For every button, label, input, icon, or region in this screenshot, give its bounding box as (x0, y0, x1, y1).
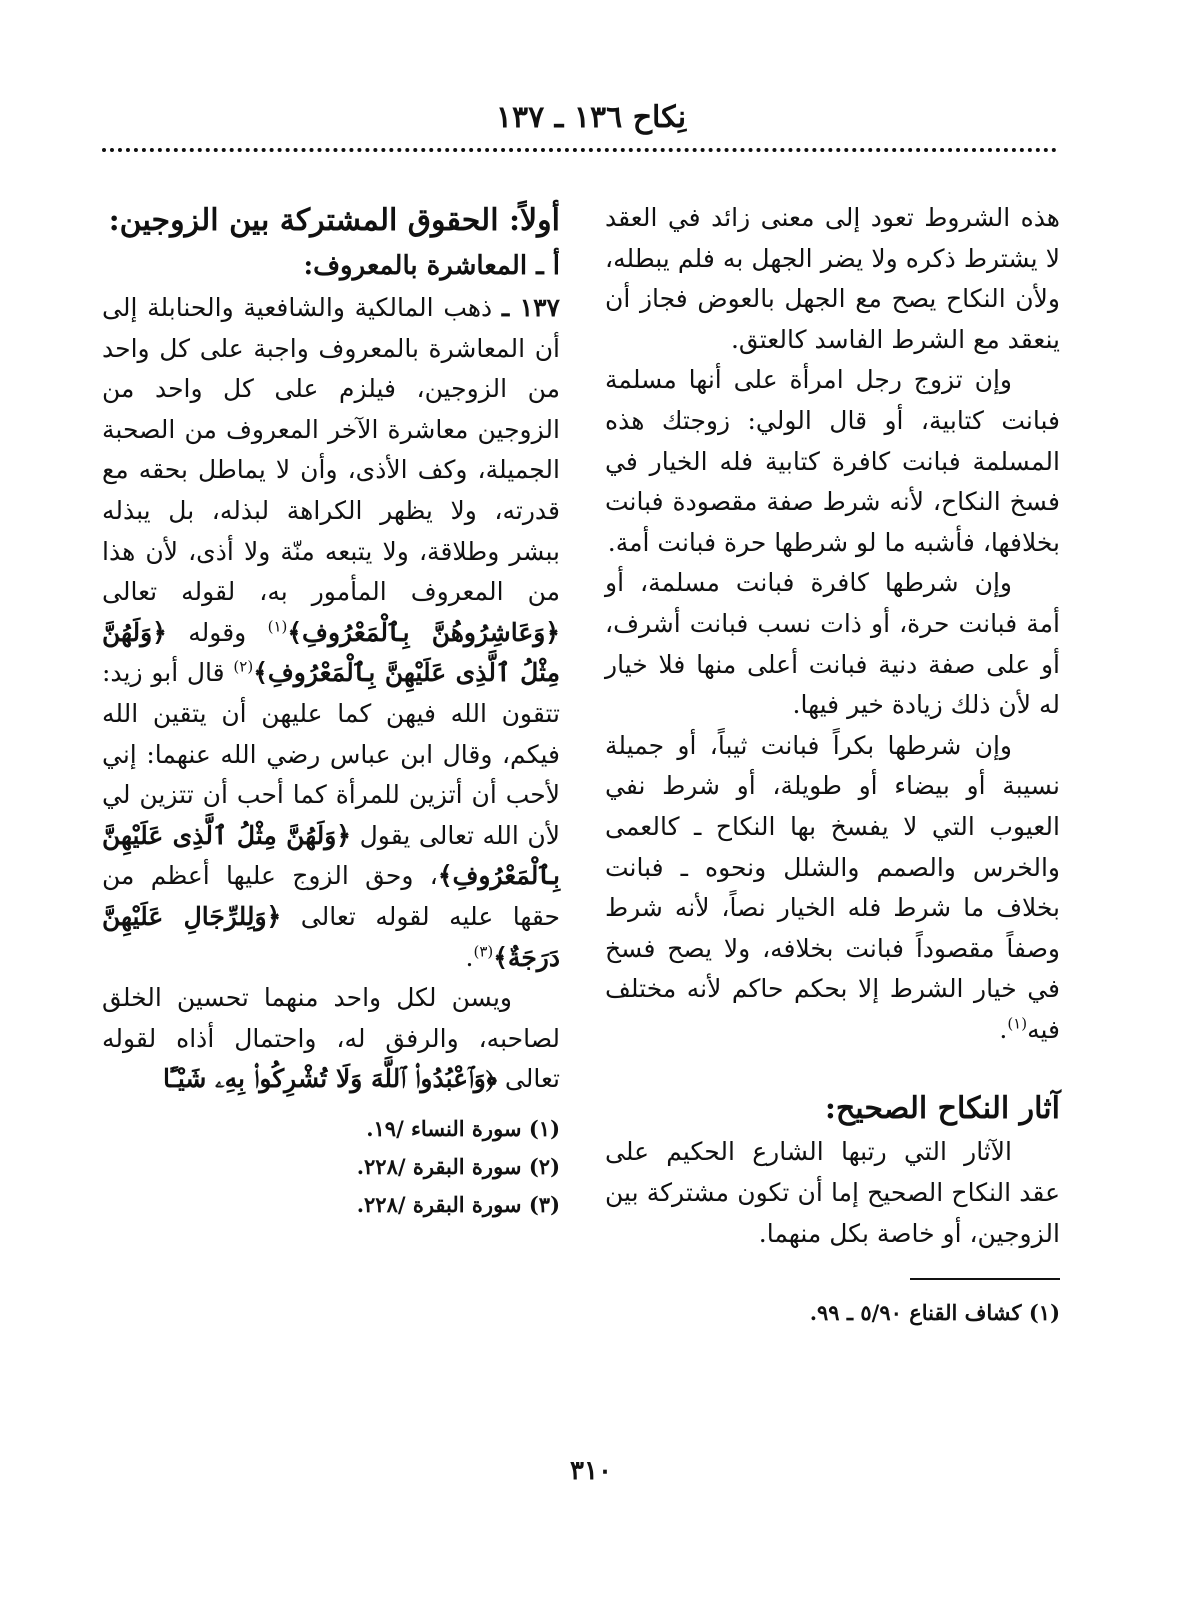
paragraph-text: ذهب المالكية والشافعية والحنابلة إلى أن المعاشرة بالمعروف واجبة على كل واحد من الزوجين، فيلزم على كل واحد من الزوجين معاشرة الآخر المعروف من الصحبة الجميلة، وكف الأذى، وأن لا يماطل بحقه مع قدرته، ولا يظهر الكراهة لبذله، بل يبذله ببشر وطلاقة، ولا يتبعه منّة ولا أذى، لأن هذا من المعروف المأمور به، لقوله تعالى (102, 293, 560, 607)
footnotes (605, 1294, 1060, 1332)
paragraph-number: ١٣٧ ـ (501, 293, 560, 322)
paragraph-end: . (999, 1014, 1008, 1044)
footnote-ref: (١) (267, 617, 288, 636)
footnote-ref: (٣) (473, 942, 494, 961)
page-number: ٣١٠ (570, 1456, 612, 1486)
right-column (605, 198, 1060, 1332)
paragraph-text: ، وحق الزوج عليها أعظم من حقها عليه لقوله تعالى (102, 861, 560, 931)
body-paragraph: الآثار التي رتبها الشارع الحكيم على عقد النكاح الصحيح إما أن تكون مشتركة بين الزوجين، أو خاصة بكل منهما. (605, 1137, 1060, 1248)
paragraph-text: وقوله (188, 617, 247, 647)
footnotes (102, 1110, 560, 1224)
running-head: نِكاح ١٣٦ ـ ١٣٧ (495, 100, 687, 135)
paragraph-end: . (465, 942, 474, 972)
body-paragraph (605, 726, 1060, 1051)
paragraph-text: قال أبو زيد: تتقون الله فيهن كما عليهن أن يتقين الله فيكم، وقال ابن عباس رضي الله عنهما: إني لأحب أن أتزين للمرأة كما أحب أن تتزين لي لأن الله تعالى يقول (102, 658, 561, 850)
body-paragraph (102, 288, 560, 978)
section-heading: آثار النكاح الصحيح: (824, 1091, 1060, 1127)
footnote-ref: (١) (1007, 1014, 1028, 1033)
footnote-ref: (٢) (233, 658, 254, 677)
body-paragraph: هذه الشروط تعود إلى معنى زائد في العقد لا يشترط ذكره ولا يضر الجهل به فلم يبطله، ولأن النكاح يصح مع الجهل بالعوض فجاز أن ينعقد مع الشرط الفاسد كالعتق. (605, 203, 1060, 354)
body-paragraph: وإن شرطها كافرة فبانت مسلمة، أو أمة فبانت حرة، أو ذات نسب فبانت أشرف، أو على صفة دنية فبانت أعلى منها فلا خيار له لأن ذلك زيادة خير فيها. (605, 568, 1060, 720)
quran-verse: ﴿وَلَهُنَّ مِثْلُ ٱلَّذِى عَلَيْهِنَّ بِٱلْمَعْرُوفِ﴾ (102, 820, 560, 891)
left-column (102, 198, 560, 1224)
body-paragraph (102, 978, 560, 1100)
footnote: (١) سورة النساء /١٩. (366, 1115, 560, 1141)
section-heading: أولاً: الحقوق المشتركة بين الزوجين: (108, 203, 560, 238)
footnote: (٣) سورة البقرة /٢٢٨. (356, 1191, 560, 1217)
header-dotted-divider (102, 148, 1057, 152)
footnote: (١) كشاف القناع ٥/٩٠ ـ ٩٩. (809, 1300, 1060, 1326)
quran-verse: ﴿وَٱعْبُدُوا۟ ٱللَّهَ وَلَا تُشْرِكُوا۟ بِهِۦ شَيْـًٔا (162, 1064, 497, 1094)
quran-verse: ﴿وَلِلرِّجَالِ عَلَيْهِنَّ دَرَجَةٌ﴾ (102, 901, 560, 972)
footnote-rule (910, 1278, 1060, 1280)
quran-verse: ﴿وَلَهُنَّ مِثْلُ ٱلَّذِى عَلَيْهِنَّ بِٱلْمَعْرُوفِ﴾ (102, 617, 560, 688)
body-paragraph: وإن تزوج رجل امرأة على أنها مسلمة فبانت كتابية، أو قال الولي: زوجتك هذه المسلمة فبانت كافرة كتابية فله الخيار في فسخ النكاح، لأنه شرط صفة مقصودة فبانت بخلافها، فأشبه ما لو شرطها حرة فبانت أمة. (605, 365, 1060, 557)
paragraph-text: ويسن لكل واحد منهما تحسين الخلق لصاحبه، والرفق له، واحتمال أذاه لقوله تعالى (102, 983, 560, 1094)
quran-verse: ﴿وَعَاشِرُوهُنَّ بِٱلْمَعْرُوفِ﴾ (287, 617, 560, 647)
footnote: (٢) سورة البقرة /٢٢٨. (356, 1153, 560, 1179)
paragraph-text: وإن شرطها بكراً فبانت ثيباً، أو جميلة نسيبة أو بيضاء أو طويلة، أو شرط نفي العيوب التي لا يفسخ بها النكاح ـ كالعمى والخرس والصمم والشلل ونحوه ـ فبانت بخلاف ما شرط فله الخيار نصاً، لأنه شرط وصفاً مقصوداً فبانت بخلافه، ولا يصح فسخ في خيار الشرط إلا بحكم حاكم لأنه مختلف فيه (605, 730, 1060, 1044)
subsection-heading: أ ـ المعاشرة بالمعروف: (303, 251, 560, 281)
